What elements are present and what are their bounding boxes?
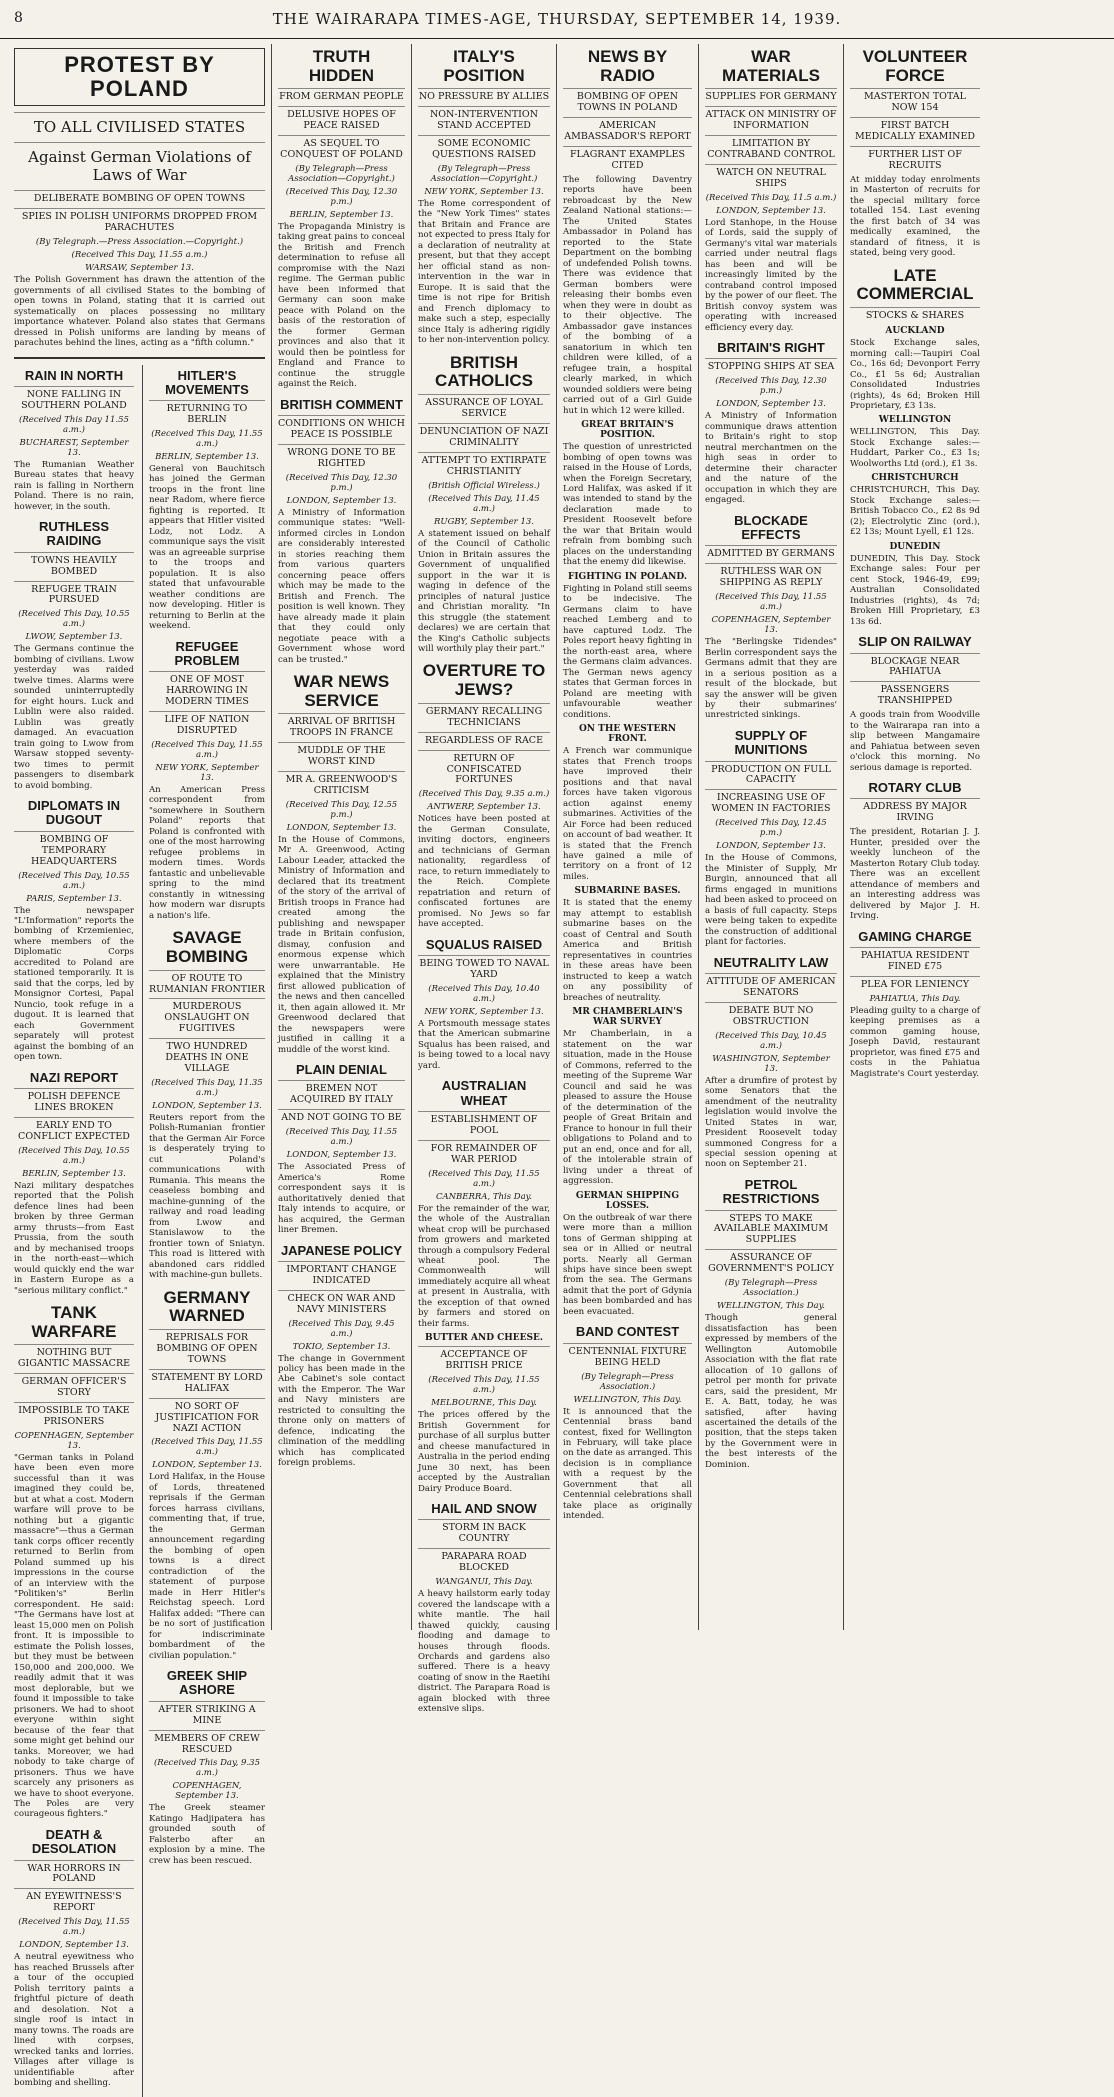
headline: OVERTURE TO JEWS?: [422, 661, 546, 700]
deck: NO SORT OF JUSTIFICATION FOR NAZI ACTION: [149, 1398, 265, 1435]
article-body: The newspaper "L'Information" reports the bombing of Krzemieniec, where members of the Diplomatic Corps accredited to Poland are stationed temporarily. It is said that the corps, led by Monsignor Cortesi, Papal Nuncio, took refuge in a dugout. It is learned that each Government separately will protest against the bombing of an open town.: [14, 905, 134, 1063]
headline: NEUTRALITY LAW: [713, 954, 829, 970]
column-4: [557, 44, 699, 1630]
deck: ADDRESS BY MAJOR IRVING: [850, 798, 980, 824]
divider: [14, 357, 265, 359]
article-hitlers-movements: [149, 369, 265, 632]
place: LONDON, September 13.: [152, 1460, 262, 1471]
received: (Received This Day, 9.35 a.m.): [153, 1758, 260, 1779]
deck: RETURN OF CONFISCATED FORTUNES: [418, 750, 550, 787]
subheading: DUNEDIN: [889, 541, 941, 552]
headline: DIPLOMATS IN DUGOUT: [27, 798, 121, 828]
subheading: GERMAN SHIPPING LOSSES.: [575, 1190, 680, 1211]
byline: (By Telegraph—Press Association.): [581, 1371, 674, 1392]
article-nazi-report: [14, 1071, 134, 1296]
received: (Received This Day, 11.55 a.m.): [715, 592, 827, 613]
article-germany-warned: [149, 1289, 265, 1661]
deck: NON-INTERVENTION STAND ACCEPTED: [418, 106, 550, 132]
deck: PAHIATUA RESIDENT FINED £75: [850, 947, 980, 973]
deck: MUDDLE OF THE WORST KIND: [278, 742, 405, 768]
deck: BEING TOWED TO NAVAL YARD: [418, 955, 550, 981]
article-body: The following Daventry reports have been rebroadcast by the New Zealand National stations:— The United States Ambassador in Poland has reported to the State Department on the bombing of undefended Polish towns. There was evidence that German bombers were releasing their bombs even when they were in doubt as to their objective. The Ambassador gave instances of the bombing of a sanatorium in which ten children were killed, of a refugee train, a hospital clearly marked, in which wounded soldiers were being carried out of a Girl Guide hut in which 12 were killed.: [563, 174, 692, 416]
article-volunteer-force: [850, 48, 980, 259]
deck: AN EYEWITNESS'S REPORT: [14, 1888, 134, 1914]
deck: TO ALL CIVILISED STATES: [14, 112, 265, 136]
deck: NOTHING BUT GIGANTIC MASSACRE: [14, 1344, 134, 1370]
deck: FLAGRANT EXAMPLES CITED: [563, 146, 692, 172]
deck: ONE OF MOST HARROWING IN MODERN TIMES: [149, 671, 265, 708]
deck: EARLY END TO CONFLICT EXPECTED: [14, 1117, 134, 1143]
headline: GREEK SHIP ASHORE: [166, 1668, 248, 1698]
received: (Received This Day, 10.55 a.m.): [18, 870, 130, 891]
article-british-comment: [278, 398, 405, 665]
headline: NAZI REPORT: [29, 1069, 119, 1085]
deck: ASSURANCE OF GOVERNMENT'S POLICY: [705, 1249, 837, 1275]
headline: PETROL RESTRICTIONS: [722, 1176, 820, 1207]
deck: Against German Violations of Laws of War: [14, 142, 265, 184]
column-6: [844, 44, 986, 1630]
place: PAHIATUA, This Day.: [869, 993, 961, 1004]
subheading: SUBMARINE BASES.: [574, 886, 681, 897]
article-neutrality-law: [705, 956, 837, 1170]
article-body: CHRISTCHURCH, This Day. Stock Exchange sales:—British Tobacco Co., £2 8s 9d (2); Electrolytic Zinc (ord.), £2 13s; Mount Lyell, £1 12s.: [850, 485, 980, 538]
headline: PROTEST BY POLAND: [14, 48, 265, 106]
deck: AFTER STRIKING A MINE: [149, 1701, 265, 1727]
deck: DELIBERATE BOMBING OF OPEN TOWNS: [14, 190, 265, 205]
column-2: [272, 44, 412, 1630]
place: LONDON, September 13.: [716, 205, 826, 216]
place: MELBOURNE, This Day.: [431, 1398, 537, 1409]
deck: DELUSIVE HOPES OF PEACE RAISED: [278, 106, 405, 132]
headline: VOLUNTEER FORCE: [862, 47, 968, 85]
deck: FURTHER LIST OF RECRUITS: [850, 146, 980, 172]
deck: PARAPARA ROAD BLOCKED: [418, 1548, 550, 1574]
deck: AMERICAN AMBASSADOR'S REPORT: [563, 117, 692, 143]
article-body: Notices have been posted at the German Consulate, inviting doctors, engineers and technicians of German nationality, regardless of race, to return immediately to the Reich. Complete repatriation and return of confiscated fortunes are promised. No Jews so far have accepted.: [418, 814, 550, 930]
deck: AND NOT GOING TO BE: [278, 1109, 405, 1124]
column-1: [8, 44, 272, 2089]
deck: REFUGEE TRAIN PURSUED: [14, 581, 134, 607]
deck: MASTERTON TOTAL NOW 154: [850, 88, 980, 114]
column-1-left: [14, 365, 134, 2097]
article-britains-right: [705, 341, 837, 506]
deck: DENUNCIATION OF NAZI CRIMINALITY: [418, 423, 550, 449]
deck: BOMBING OF OPEN TOWNS IN POLAND: [563, 88, 692, 114]
received: (Received This Day, 11.55 a.m.): [285, 1127, 398, 1148]
deck: STORM IN BACK COUNTRY: [418, 1519, 550, 1545]
headline: BLOCKADE EFFECTS: [734, 512, 808, 543]
received: (Received This Day, 12.30 p.m.): [285, 472, 398, 493]
article-body: Nazi military despatches reported that the Polish defence lines had been broken by three German army thrusts—from East Prussia, from the south and by mechanised troops in the north-east—which would quickly end the war in Eastern Europe as a "serious military conflict.": [14, 1180, 134, 1296]
place: BERLIN, September 13.: [155, 451, 259, 462]
headline: WAR NEWS SERVICE: [293, 671, 390, 710]
place: WARSAW, September 13.: [85, 263, 194, 274]
place: COPENHAGEN, September 13.: [711, 615, 831, 636]
headline: BRITISH CATHOLICS: [435, 352, 533, 391]
subheading: AUCKLAND: [885, 326, 945, 337]
article-body: A neutral eyewitness who has reached Brussels after a tour of the occupied Polish territory paints a frightful picture of death and desolation. Not a single roof is intact in many towns. The roads are lined with corpses, wrecked tanks and lorries. Villages after village is unidentifiable after bombing and shelling.: [14, 1952, 134, 2089]
place: NEW YORK, September 13.: [155, 762, 259, 783]
deck: ARRIVAL OF BRITISH TROOPS IN FRANCE: [278, 713, 405, 739]
article-body: The Greek steamer Katingo Hadjipatera has grounded south of Falsterbo after an explosion by a mine. The crew has been rescued.: [148, 1803, 265, 1866]
received: (Received This Day, 10.40 a.m.): [428, 983, 540, 1004]
headline: SUPPLY OF MUNITIONS: [734, 727, 808, 758]
article-body: WELLINGTON, This Day. Stock Exchange sales:—Huddart, Parker Co., £3 1s; Woolworths Ltd (ord.), £1 3s.: [850, 427, 980, 469]
received: (Received This Day, 11.55 a.m.): [151, 428, 263, 449]
received: (Received This Day 11.55 a.m.): [19, 414, 129, 435]
deck: OF ROUTE TO RUMANIAN FRONTIER: [149, 970, 265, 996]
place: LONDON, September 13.: [19, 1940, 129, 1951]
article-body: "German tanks in Poland have been even more successful than it was imagined they could be, but at what a cost. Modern warfare will prove to be nothing but a gigantic massacre"—thus a German tank corps officer recently returned to Berlin from Poland summed up his impressions in the course of an interview with the "Politiken's" Berlin correspondent. He said: "The Germans have lost at least 15,000 men on Polish front. It is impossible to estimate the Polish losses, but they must be between 150,000 and 200,000. We readily admit that it was most deplorable, but we found it impossible to take prisoners. We had to shoot everyone within sight because of the fear that some might get behind our tanks. Moreover, we had nobody to take charge of prisoners. Thus we have scarcely any prisoners as we have to shoot everyone. The Poles are very courageous fighters.": [14, 1453, 134, 1820]
byline: (By Telegraph—Press Association—Copyright.): [430, 163, 538, 184]
deck: MR A. GREENWOOD'S CRITICISM: [278, 771, 405, 797]
byline: (By Telegraph.—Press Association.—Copyright.): [35, 237, 244, 248]
place: LONDON, September 13.: [286, 1150, 397, 1161]
received: (Received This Day, 11.5 a.m.): [705, 192, 837, 203]
article-overture-to-jews: [418, 662, 550, 929]
headline: HITLER'S MOVEMENTS: [165, 367, 249, 397]
article-blockade-effects: [705, 514, 837, 721]
deck: ATTITUDE OF AMERICAN SENATORS: [705, 973, 837, 999]
article-body: The Germans continue the bombing of civilians. Lwow yesterday was raided twelve times. Alarms were sounded uninterruptedly for eight hours. Luck and Lublin were also raided. Lublin was greatly damaged. An evacuation train going to Lwow from Warsaw stopped seventy-two times to permit passengers to disembark to avoid bombing.: [14, 644, 134, 791]
headline: BAND CONTEST: [575, 1324, 680, 1340]
deck: TWO HUNDRED DEATHS IN ONE VILLAGE: [149, 1038, 265, 1075]
headline: NEWS BY RADIO: [587, 47, 668, 85]
article-body: A goods train from Woodville to the Wairarapa ran into a slip between Mangamaire and Pahiatua between seven o'clock this morning. No serious damage is reported.: [850, 710, 980, 773]
deck: GERMANY RECALLING TECHNICIANS: [418, 703, 550, 729]
deck: SOME ECONOMIC QUESTIONS RAISED: [418, 135, 550, 161]
deck: STOPPING SHIPS AT SEA: [705, 358, 837, 373]
headline: RAIN IN NORTH: [24, 367, 124, 383]
received: (Received This Day, 11.55 a.m.): [151, 739, 263, 760]
article-body: The change in Government policy has been made in the Abe Cabinet's sole contact with the Emperor. The War and Navy ministers are restricted to consulting the throne only on matters of defence, indicating the climination of the meddling which has complicated foreign problems.: [278, 1353, 405, 1469]
received: (Received This Day, 11.55 a.m.): [151, 1437, 263, 1458]
subheading: BUTTER AND CHEESE.: [424, 1333, 544, 1344]
place: WELLINGTON, This Day.: [717, 1301, 825, 1312]
headline: GERMANY WARNED: [163, 1287, 251, 1326]
article-body: A French war communique states that French troops have improved their positions and that naval forces have taken vigorous action against enemy submarines. Activities of the Air Force had been reduced on account of bad weather. It is stated that the French have gained a mile of territory on a front of 12 miles.: [563, 746, 692, 882]
article-diplomats-in-dugout: [14, 799, 134, 1063]
place: NEW YORK, September 13.: [424, 1006, 544, 1017]
deck: FOR REMAINDER OF WAR PERIOD: [418, 1140, 550, 1166]
headline: GAMING CHARGE: [858, 928, 972, 944]
headline: HAIL AND SNOW: [431, 1501, 537, 1517]
article-body: A Portsmouth message states that the American submarine Squalus has been raised, and is being towed to a local navy yard.: [418, 1018, 550, 1071]
masthead: [0, 0, 1114, 39]
headline: TRUTH HIDDEN: [308, 47, 375, 85]
deck: SUPPLIES FOR GERMANY: [705, 88, 837, 103]
received: (Received This Day, 12.30 p.m.): [285, 186, 398, 207]
deck: POLISH DEFENCE LINES BROKEN: [14, 1088, 134, 1114]
article-body: An American Press correspondent from "somewhere in Southern Poland" reports that Poland is confronted with one of the most harrowing refugee problems in modern times. Words fantastic and unbelievable spring to the mind constantly in witnessing how modern war disrupts a nation's life.: [148, 784, 265, 921]
deck: REPRISALS FOR BOMBING OF OPEN TOWNS: [149, 1329, 265, 1366]
article-body: On the outbreak of war there were more than a million tons of German shipping at sea or in Allied or neutral ports. Nearly all German ships have since been swept from the sea. The Germans admit that the port of Gdynia has been bombarded and has been evacuated.: [563, 1212, 692, 1317]
deck: NO PRESSURE BY ALLIES: [418, 88, 550, 103]
article-body: A Ministry of Information communique draws attention to Britain's right to stop neutral merchantmen on the high seas in order to determine their character and the nature of the occupation in which they are engaged.: [705, 411, 837, 506]
article-body: DUNEDIN, This Day. Stock Exchange sales: Four per cent Stock, 1946-49, £99; Australian Consolidated Industries (rights), 4s 7d; Broken Hill Proprietary, £3 13s 6d.: [850, 553, 980, 627]
place: LONDON, September 13.: [286, 495, 397, 506]
deck: RUTHLESS WAR ON SHIPPING AS REPLY: [705, 563, 837, 589]
article-supply-of-munitions: [705, 729, 837, 948]
headline: PLAIN DENIAL: [296, 1062, 387, 1078]
article-plain-denial: [278, 1063, 405, 1235]
place: RUGBY, September 13.: [434, 516, 534, 527]
deck: FROM GERMAN PEOPLE: [278, 88, 405, 103]
headline: AUSTRALIAN WHEAT: [441, 1078, 527, 1108]
subheading: MR CHAMBERLAIN'S WAR SURVEY: [572, 1007, 683, 1028]
deck: INCREASING USE OF WOMEN IN FACTORIES: [705, 789, 837, 815]
subheading: GREAT BRITAIN'S POSITION.: [581, 420, 674, 441]
subheading: ON THE WESTERN FRONT.: [578, 724, 677, 745]
place: PARIS, September 13.: [26, 893, 122, 904]
deck: NONE FALLING IN SOUTHERN POLAND: [14, 386, 134, 412]
deck: ATTEMPT TO EXTIRPATE CHRISTIANITY: [418, 452, 550, 478]
deck: AS SEQUEL TO CONQUEST OF POLAND: [278, 135, 405, 161]
headline: SAVAGE BOMBING: [165, 928, 249, 966]
article-rain-in-north: [14, 369, 134, 513]
article-body: Stock Exchange sales, morning call:—Taupiri Coal Co., 16s 6d; Devonport Ferry Co., £1 5s 6d; Australian Consolidated Industries (rights), 4s 6d; Broken Hill Proprietary, £3 13s.: [850, 338, 980, 411]
place: BERLIN, September 13.: [289, 209, 394, 220]
article-band-contest: [563, 1325, 692, 1521]
article-body: For the remainder of the war, the whole of the Australian wheat crop will be purchased from growers and marketed through a compulsory Federal wheat pool. The Commonwealth will immediately acquire all wheat at present in Australia, with the exception of that owned by farmers and stored on their farms.: [418, 1203, 550, 1329]
received: (Received This Day, 10.55 a.m.): [18, 1145, 130, 1166]
article-body: The prices offered by the British Government for purchase of all surplus butter and cheese manufactured in Australia in the period ending June 30 next, has been accepted by the Australian Dairy Produce Board.: [418, 1410, 550, 1494]
deck: REGARDLESS OF RACE: [418, 732, 550, 747]
received: (Received This Day, 12.45 p.m.): [715, 818, 827, 839]
received: (Received This Day, 10.55 a.m.): [18, 609, 130, 630]
article-body: The question of unrestricted bombing of open towns was raised in the House of Lords, when the Foreign Secretary, Lord Halifax, was asked if it was intended to stand by the declaration made to President Roosevelt before the war that Britain would refrain from bombing such places on the understanding that the enemy did likewise.: [563, 442, 692, 568]
deck: CENTENNIAL FIXTURE BEING HELD: [563, 1343, 692, 1369]
article-body: The Rumanian Weather Bureau states that heavy rain is falling in Northern Poland. There is no rain, however, in the south.: [14, 459, 134, 512]
deck: BREMEN NOT ACQUIRED BY ITALY: [278, 1080, 405, 1106]
headline: DEATH & DESOLATION: [31, 1826, 117, 1857]
received: (Received This Day, 11.45 a.m.): [428, 493, 540, 514]
article-petrol-restrictions: [705, 1178, 837, 1470]
article-hail-and-snow: [418, 1502, 550, 1715]
article-refugee-problem: [149, 640, 265, 922]
deck: FIRST BATCH MEDICALLY EXAMINED: [850, 117, 980, 143]
deck: CHECK ON WAR AND NAVY MINISTERS: [278, 1290, 405, 1316]
article-death-and-desolation: [14, 1828, 134, 2089]
byline: (By Telegraph—Press Association—Copyright.): [288, 163, 395, 184]
headline: SQUALUS RAISED: [425, 936, 543, 952]
place: LWOW, September 13.: [25, 632, 123, 643]
place: COPENHAGEN, September 13.: [14, 1431, 134, 1451]
page-number: 8: [14, 10, 23, 26]
article-body: The Polish Government has drawn the attention of the governments of all civilised States to the bombing of open towns in Poland, stating that it is carried out systematically on places possessing no military importance whatever. Poland also states that Germans dressed in Polish uniforms are landing by means of parachutes behind the lines, acting as a "fifth column.": [14, 275, 265, 349]
article-greek-ship-ashore: [149, 1669, 265, 1866]
article-japanese-policy: [278, 1244, 405, 1469]
deck: PLEA FOR LENIENCY: [850, 976, 980, 991]
received: (Received This Day, 11.55 a.m.): [428, 1168, 540, 1189]
article-body: A statement issued on behalf of the Council of Catholic Union in Britain assures the Government of unqualified support in the war it is waging in defence of the principles of natural justice and Christian morality. "In this struggle (the statement declares) we are certain that the King's Catholic subjects will worthily play their part.": [418, 528, 550, 654]
article-body: Pleading guilty to a charge of keeping premises as a common gaming house, Joseph David, restaurant proprietor, was fined £75 and costs in the Pahiatua Magistrate's Court yesterday.: [850, 1005, 980, 1079]
article-body: Reuters report from the Polish-Rumanian frontier that the German Air Force is desperately trying to cut Poland's communications with Rumania. This means the ceaseless bombing and machine-gunning of the railway and road leading from Lwow and Stanislawow to the frontier town of Sniatyn. This road is littered with abandoned cars riddled with machine-gun bullets.: [148, 1112, 265, 1281]
article-war-materials: [705, 48, 837, 333]
headline: REFUGEE PROBLEM: [174, 638, 240, 669]
deck: CONDITIONS ON WHICH PEACE IS POSSIBLE: [278, 415, 405, 441]
headline: SLIP ON RAILWAY: [858, 634, 972, 650]
headline: BRITISH COMMENT: [280, 396, 403, 412]
deck: PASSENGERS TRANSHIPPED: [850, 681, 980, 707]
deck: BOMBING OF TEMPORARY HEADQUARTERS: [14, 831, 134, 868]
article-slip-on-railway: [850, 635, 980, 773]
deck: WRONG DONE TO BE RIGHTED: [278, 444, 405, 470]
deck: MEMBERS OF CREW RESCUED: [149, 1730, 265, 1756]
article-late-commercial: [850, 267, 980, 627]
headline: WAR MATERIALS: [722, 47, 820, 85]
received: (Received This Day, 11.55 a.m.): [428, 1375, 540, 1396]
received: (Received This Day, 9.35 a.m.): [418, 789, 550, 800]
deck: ACCEPTANCE OF BRITISH PRICE: [418, 1346, 550, 1372]
place: BUCHAREST, September 13.: [19, 437, 129, 458]
article-body: It is stated that the enemy may attempt to establish submarine bases on the coast of Central and South America and British representatives in countries in these areas have been instructed to keep a watch on any possibility of breaches of neutrality.: [563, 898, 692, 1003]
deck: IMPOSSIBLE TO TAKE PRISONERS: [14, 1402, 134, 1428]
deck: ATTACK ON MINISTRY OF INFORMATION: [705, 106, 837, 132]
column-3: [412, 44, 557, 1715]
article-body: Lord Halifax, in the House of Lords, threatened reprisals if the German forces harrass civilians, commenting that, if true, the German announcement regarding the bombing of open towns is a direct contradiction of the statement of purpose made in Herr Hitler's Reichstag speech. Lord Halifax added: "There can be no sort of justification for indiscriminate bombardment of the civilian population.": [148, 1472, 265, 1661]
headline: TANK WARFARE: [31, 1303, 117, 1341]
deck: STOCKS & SHARES: [850, 307, 980, 322]
article-truth-hidden: [278, 48, 405, 390]
article-italys-position: [418, 48, 550, 346]
place: WASHINGTON, September 13.: [712, 1053, 830, 1074]
received: (Received This Day, 9.45 a.m.): [288, 1318, 395, 1339]
deck: ESTABLISHMENT OF POOL: [418, 1111, 550, 1137]
place: COPENHAGEN, September 13.: [172, 1781, 242, 1802]
article-british-catholics: [418, 354, 550, 655]
article-body: The Rome correspondent of the "New York Times" states that Britain and France are not expected to press Italy for a declaration of neutrality at present, but that they accept her official stand as non-intervention in the war in Europe. It is said that the time is not ripe for British and French diplomacy to make such a step, especially since Italy is adhering rigidly to her non-intervention policy.: [418, 198, 550, 346]
article-news-by-radio: [563, 48, 692, 1317]
columns: [8, 44, 1106, 2089]
deck: STEPS TO MAKE AVAILABLE MAXIMUM SUPPLIES: [705, 1210, 837, 1247]
deck: MURDEROUS ONSLAUGHT ON FUGITIVES: [149, 998, 265, 1035]
article-body: It is announced that the Centennial brass band contest, fixed for Wellington in February, will take place on the date as arranged. This decision is in compliance with a request by the Government that all Centennial celebrations shall take place as originally intended.: [563, 1406, 692, 1522]
place: WANGANUI, This Day.: [435, 1577, 533, 1588]
deck: ADMITTED BY GERMANS: [705, 545, 837, 560]
article-tank-warfare: [14, 1304, 134, 1820]
subheading: WELLINGTON: [878, 415, 952, 426]
deck: WATCH ON NEUTRAL SHIPS: [705, 164, 837, 190]
deck: LIMITATION BY CONTRABAND CONTROL: [705, 135, 837, 161]
deck: IMPORTANT CHANGE INDICATED: [278, 1261, 405, 1287]
deck: SPIES IN POLISH UNIFORMS DROPPED FROM PARACHUTES: [14, 208, 265, 234]
place: BERLIN, September 13.: [22, 1168, 126, 1179]
deck: BLOCKAGE NEAR PAHIATUA: [850, 653, 980, 679]
received: (Received This Day, 10.45 a.m.): [715, 1030, 827, 1051]
column-1-right: [142, 365, 265, 2097]
byline: (By Telegraph—Press Association.): [724, 1278, 818, 1299]
place: LONDON, September 13.: [716, 841, 826, 852]
article-australian-wheat: [418, 1079, 550, 1494]
received: (Received This Day, 11.35 a.m.): [151, 1077, 263, 1098]
article-body: A heavy hailstorm early today covered the landscape with a white mantle. The hail thawed quickly, causing flooding and damage to houses through floods. Orchards and gardens also suffered. There is a heavy coating of snow in the Raetihi district. The Parapara Road is again blocked with three extensive slips.: [418, 1589, 550, 1715]
place: TOKIO, September 13.: [292, 1341, 391, 1352]
deck: RETURNING TO BERLIN: [149, 400, 265, 426]
deck: ASSURANCE OF LOYAL SERVICE: [418, 394, 550, 420]
article-savage-bombing: [149, 929, 265, 1281]
article-body: Lord Stanhope, in the House of Lords, said the supply of Germany's vital war materials carried under neutral flags has been and will be increasingly limited by the contraband control imposed by the power of our fleet. The British convoy system was operating with increased efficiency every day.: [705, 217, 837, 333]
headline: ROTARY CLUB: [868, 780, 962, 796]
article-body: Though general dissatisfaction has been expressed by members of the Wellington Automobile Association with the flat rate allocation of 10 gallons of petrol per month for private cars, said the president, Mr E. A. Batt, today, he was satisfied, after having ascertained the details of the position, that the steps taken by the Government were in the best interests of the Dominion.: [705, 1313, 837, 1470]
deck: DEBATE BUT NO OBSTRUCTION: [705, 1002, 837, 1028]
deck: LIFE OF NATION DISRUPTED: [149, 711, 265, 737]
article-body: A Ministry of Information communique states: "Well-informed circles in London are considerably interested in stories reaching them from various quarters concerning peace offers which may be made to the British and French. The position is well known. They have already made it plain that they could only negotiate peace with a Government whose word can be trusted.": [278, 507, 405, 665]
received: (Received This Day, 11.55 a.m.): [18, 1917, 130, 1938]
subheading: CHRISTCHURCH: [871, 473, 959, 484]
headline: RUTHLESS RAIDING: [38, 519, 109, 549]
article-body: General von Bauchitsch has joined the German troops in the front line near Radom, where fierce fighting is reported. It appears that Hitler visited Lodz, not Lodz. A communique says the visit was an agreeable surprise to the troops and population. It is also stated that unfavourable weather conditions are now developing. Hitler is returning to Berlin at the weekend.: [148, 463, 265, 632]
article-rotary-club: [850, 781, 980, 922]
subheading: FIGHTING IN POLAND.: [567, 571, 688, 582]
deck: WAR HORRORS IN POLAND: [14, 1860, 134, 1886]
column-5: [699, 44, 844, 1630]
article-body: The Propaganda Ministry is taking great pains to conceal the British and French determination to refuse all compromise with the Nazi regime. The German public have been informed that Germany can soon make peace with Poland on the basis of the restoration of the former German provinces and also that it would then be pointless for England and France to continue the struggle against the Reich.: [278, 221, 406, 390]
article-body: In the House of Commons, the Minister of Supply, Mr Burgin, announced that all firms engaged in munitions had been asked to proceed on a basis of full capacity. Steps were being taken to expedite the construction of additional plant for factories.: [705, 853, 837, 948]
article-protest-by-poland: [14, 48, 265, 349]
article-body: At midday today enrolments in Masterton of recruits for the special military force totalled 154. Last evening the first batch of 34 was medically examined, the standard of fitness, it is stated, being very good.: [850, 174, 980, 259]
headline: ITALY'S POSITION: [443, 47, 525, 85]
place: LONDON, September 13.: [286, 822, 397, 833]
deck: STATEMENT BY LORD HALIFAX: [149, 1369, 265, 1395]
place: LONDON, September 13.: [716, 399, 826, 410]
received: (Received This Day, 12.30 p.m.): [715, 376, 827, 397]
place: WELLINGTON, This Day.: [573, 1394, 682, 1405]
place: CANBERRA, This Day.: [435, 1191, 533, 1202]
received: (Received This Day, 11.55 a.m.): [71, 250, 208, 261]
byline: (British Official Wireless.): [428, 480, 540, 491]
article-squalus-raised: [418, 938, 550, 1072]
deck: TOWNS HEAVILY BOMBED: [14, 552, 134, 578]
article-war-news-service: [278, 673, 405, 1055]
article-body: Fighting in Poland still seems to be indecisive. The Germans claim to have reached Lemberg and to have captured Lodz. The Poles report heavy fighting in the north-east area, where the Germans claim advances. The German news agency states that German forces in Poland are meeting with unfavourable weather conditions.: [563, 583, 692, 720]
article-body: After a drumfire of protest by some Senators that the amendment of the neutrality legislation would involve the United States in war, President Roosevelt today summoned Congress for a special session opening at noon on September 21.: [705, 1075, 837, 1170]
article-body: The Associated Press of America's Rome correspondent says it is authoritatively denied that Italy intends to acquire, or has acquired, the German liner Bremen.: [278, 1162, 405, 1236]
article-body: The president, Rotarian J. J. Hunter, presided over the weekly luncheon of the Masterton Rotary Club today. There was an excellent attendance of members and an interesting address was delivered by Major J. H. Irving.: [850, 827, 980, 922]
headline: BRITAIN'S RIGHT: [717, 340, 825, 356]
newspaper-title: THE WAIRARAPA TIMES-AGE, THURSDAY, SEPTEMBER 14, 1939.: [272, 10, 842, 28]
headline: LATE COMMERCIAL: [856, 265, 974, 304]
place: ANTWERP, September 13.: [427, 802, 541, 813]
article-body: Mr Chamberlain, in a statement on the war situation, made in the House of Commons, referred to the meeting of the Supreme War Council and said he was pleased to assure the House of the determination of the people of Great Britain and France to honour in full their obligations to Poland and to put an end, once and for all, of the intolerable strain of living under a threat of aggression.: [563, 1029, 692, 1187]
article-ruthless-raiding: [14, 520, 134, 791]
place: NEW YORK, September 13.: [424, 186, 544, 197]
deck: GERMAN OFFICER'S STORY: [14, 1373, 134, 1399]
deck: PRODUCTION ON FULL CAPACITY: [705, 761, 837, 787]
article-gaming-charge: [850, 930, 980, 1079]
place: LONDON, September 13.: [152, 1100, 262, 1111]
column-1-split: [14, 365, 265, 2097]
headline: JAPANESE POLICY: [280, 1242, 403, 1258]
article-body: In the House of Commons, Mr A. Greenwood, Acting Labour Leader, attacked the Ministry of Information and declared that its treatment of the story of the arrival of British troops in France had created among the publishing and newspaper trade in Britain confusion, dismay, confusion and enormous expense which were unwarrantable. He explained that the Ministry first allowed publication of the news and then cancelled it, then again allowed it. Mr Greenwood declared that the newspapers were justified in calling it a muddle of the worst kind.: [278, 834, 405, 1055]
received: (Received This Day, 12.55 p.m.): [285, 799, 398, 820]
article-body: The "Berlingske Tidendes" Berlin correspondent says the Germans admit that they are in a serious position as a result of the blockade, but say the answer will be given by their submarines' unrestricted sinkings.: [705, 637, 837, 721]
